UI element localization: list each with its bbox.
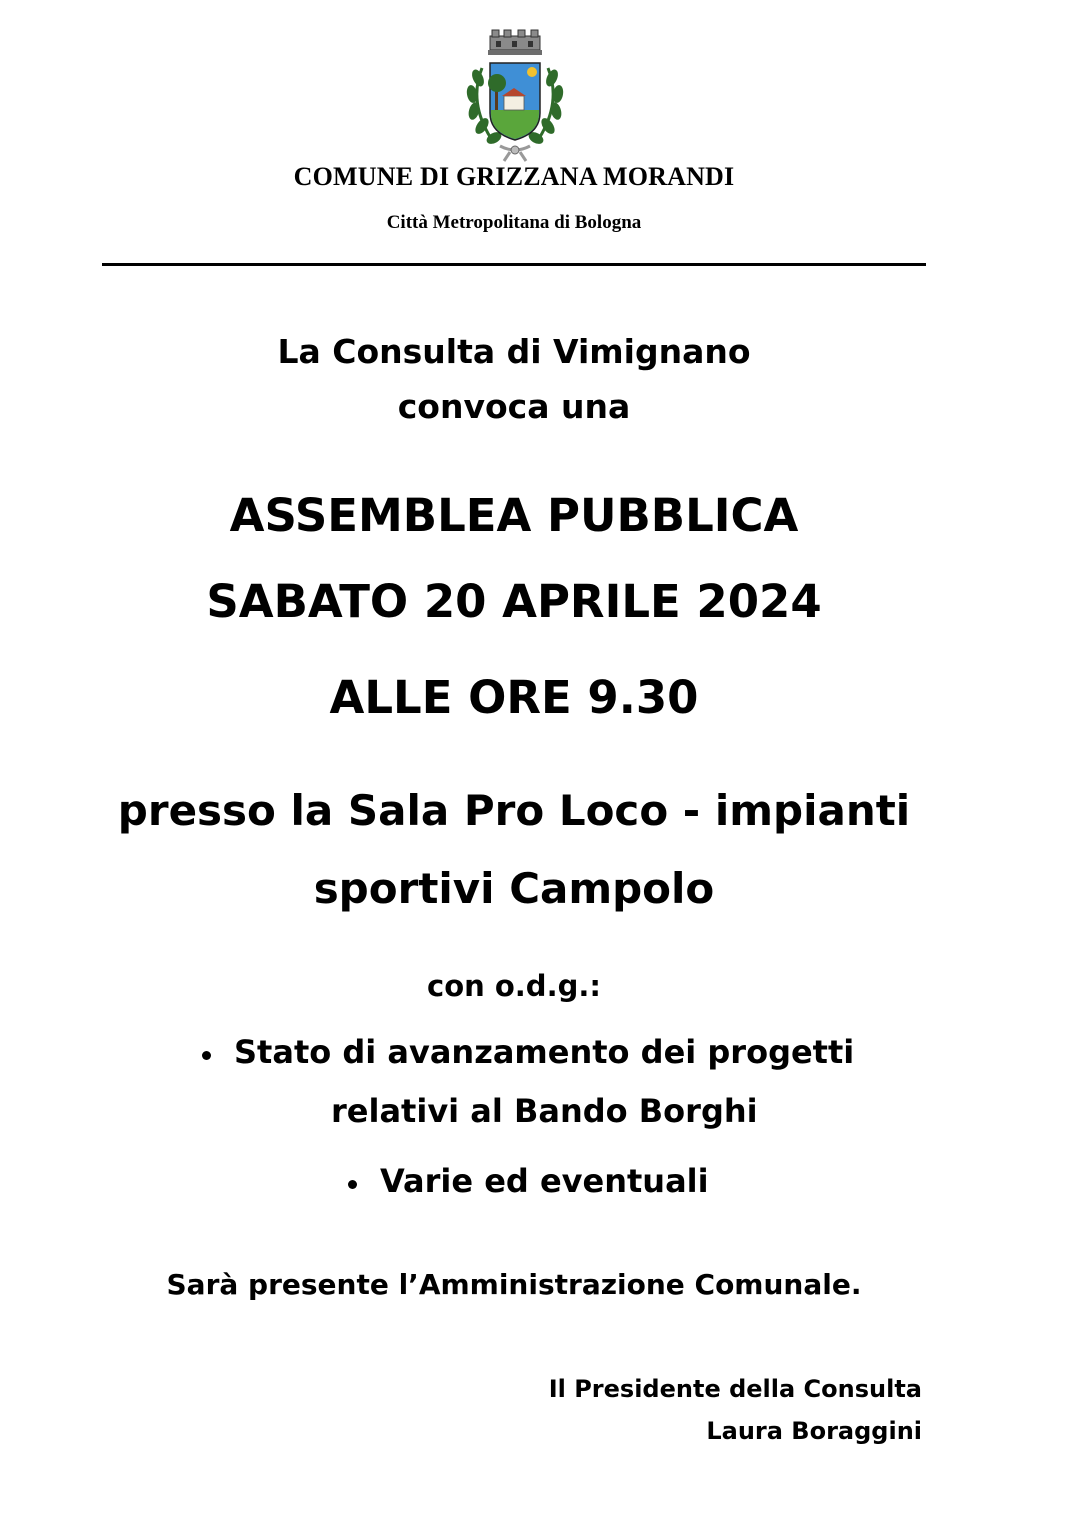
agenda-item-1: Stato di avanzamento dei progetti [234, 1033, 855, 1071]
header-divider [102, 263, 926, 266]
location-line-1: presso la Sala Pro Loco - impianti [117, 786, 911, 835]
agenda-item-2: Varie ed eventuali [380, 1162, 709, 1200]
bullet-icon [348, 1180, 357, 1189]
intro-line-1: La Consulta di Vimignano [277, 332, 751, 371]
event-date: SABATO 20 APRILE 2024 [206, 575, 822, 628]
location-line-2: sportivi Campolo [313, 864, 715, 913]
agenda-item-1-continuation: relativi al Bando Borghi [331, 1092, 758, 1130]
metro-area-name: Città Metropolitana di Bologna [386, 212, 642, 233]
municipality-name: COMUNE DI GRIZZANA MORANDI [293, 162, 735, 191]
event-time: ALLE ORE 9.30 [329, 671, 699, 724]
coat-of-arms-icon [460, 28, 570, 163]
bullet-icon [202, 1051, 211, 1060]
intro-line-2: convoca una [397, 387, 631, 426]
event-title: ASSEMBLEA PUBBLICA [229, 489, 799, 542]
agenda-label: con o.d.g.: [427, 969, 601, 1003]
signature-name: Laura Boraggini [706, 1417, 922, 1445]
closing-note: Sarà presente l’Amministrazione Comunale. [166, 1268, 862, 1301]
signature-role: Il Presidente della Consulta [548, 1375, 922, 1403]
